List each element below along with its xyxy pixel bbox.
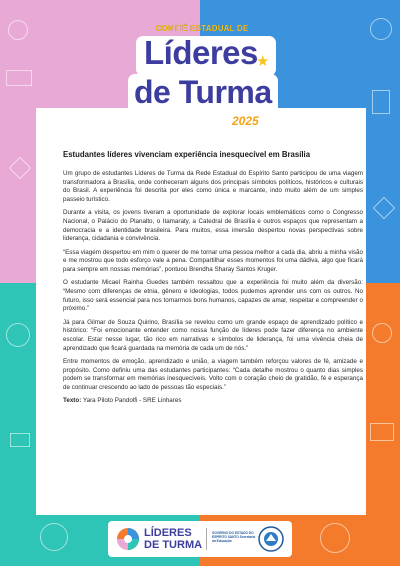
credit-value: Yara Piloto Pandolfi - SRE Linhares xyxy=(82,397,182,405)
article-paragraph: Já para Gilmar de Souza Quirino, Brasília se revelou como um grande espaço de aprendizado político e histórico: “Foi emocionante entender como nossa função de líderes pode fazer diferença no ambiente escolar. Estar nesse lugar, tão rico em narrativas e símbolos de liderança, foi uma vivência cheia de aprendizado que ficará guardada na memória de cada um de nós.” xyxy=(63,318,363,352)
article-paragraph: Um grupo de estudantes Líderes de Turma da Rede Estadual do Espírito Santo participou de uma viagem transformadora a Brasília, onde conheceram alguns dos principais símbolos políticos, históricos e culturais do Brasil. A experiência foi descrita por eles como única e marcante, indo muito além de um simples passeio turístico. xyxy=(63,170,363,204)
article-paragraph: Entre momentos de emoção, aprendizado e união, a viagem também reforçou valores de fé, amizade e propósito. Como definiu uma das estudantes participantes: “Cada detalhe mostrou o quanto dias simples podem se transformar em memórias inesquecíveis. Volto com o coração cheio de gratidão, fé e esperança de continuar crescendo ao lado de pessoas tão especiais.” xyxy=(63,357,363,391)
decorative-doodle xyxy=(40,523,68,551)
decorative-doodle xyxy=(373,197,396,220)
logo-kicker: COMITÊ ESTADUAL DE xyxy=(155,24,249,33)
footer-government-text: GOVERNO DO ESTADO DO ESPÍRITO SANTO Secretaria da Educação xyxy=(212,531,256,543)
decorative-doodle xyxy=(370,423,394,441)
footer-logos xyxy=(108,521,292,557)
decorative-doodle xyxy=(372,90,390,114)
logo-title-line2: de Turma xyxy=(134,74,272,110)
credit-label: Texto: xyxy=(63,397,82,405)
decorative-doodle xyxy=(10,433,30,447)
decorative-doodle xyxy=(372,323,392,343)
article-credit xyxy=(63,397,363,406)
footer-divider xyxy=(206,528,207,550)
decorative-doodle xyxy=(6,323,30,347)
decorative-doodle xyxy=(8,20,28,40)
article-paragraph: Durante a visita, os jovens tiveram a oportunidade de explorar locais emblemáticos como o Congresso Nacional, o Palácio do Planalto, o Itamaraty, a Catedral de Brasília e outros espaços que representam a democracia e a identidade brasileira. Para muitos, essa imersão despertou novas perspectivas sobre liderança, cidadania e convivência. xyxy=(63,209,363,243)
article-title: Estudantes líderes vivenciam experiência inesquecível em Brasília xyxy=(63,150,311,159)
footer-brand-line2: DE TURMA xyxy=(144,539,203,551)
decorative-doodle xyxy=(370,18,392,40)
article-paragraph: O estudante Micael Rainha Guedes também ressaltou que a experiência foi muito além da diversão: “Mesmo com diferenças de etnia, gênero e ideologias, todos pudemos aprender uns com os outros. No futuro, isso será essencial para nos tornarmos bons humanos, capazes de amar, respeitar e compreender o próximo.” xyxy=(63,279,363,313)
footer-brand-line1: LÍDERES xyxy=(144,527,192,539)
lideres-de-turma-logo xyxy=(118,16,286,134)
lideres-badge-icon xyxy=(116,527,140,551)
star-icon: ★ xyxy=(256,53,270,70)
article-body xyxy=(63,170,363,410)
decorative-doodle xyxy=(320,523,350,553)
decorative-doodle xyxy=(6,70,32,86)
logo-title-line1: Líderes xyxy=(144,34,258,71)
decorative-doodle xyxy=(9,157,32,180)
state-seal-icon xyxy=(258,526,284,552)
logo-year: 2025 xyxy=(232,114,259,128)
article-paragraph: “Essa viagem despertou em mim o querer de me tornar uma pessoa melhor a cada dia, abriu a minha visão e me mostrou que todo esforço vale a pena. Compartilhar esses momentos foi uma dádiva, algo que ficará para sempre em nossas memórias”, pontuou Brendha Sharay Santos Kruger. xyxy=(63,248,363,274)
